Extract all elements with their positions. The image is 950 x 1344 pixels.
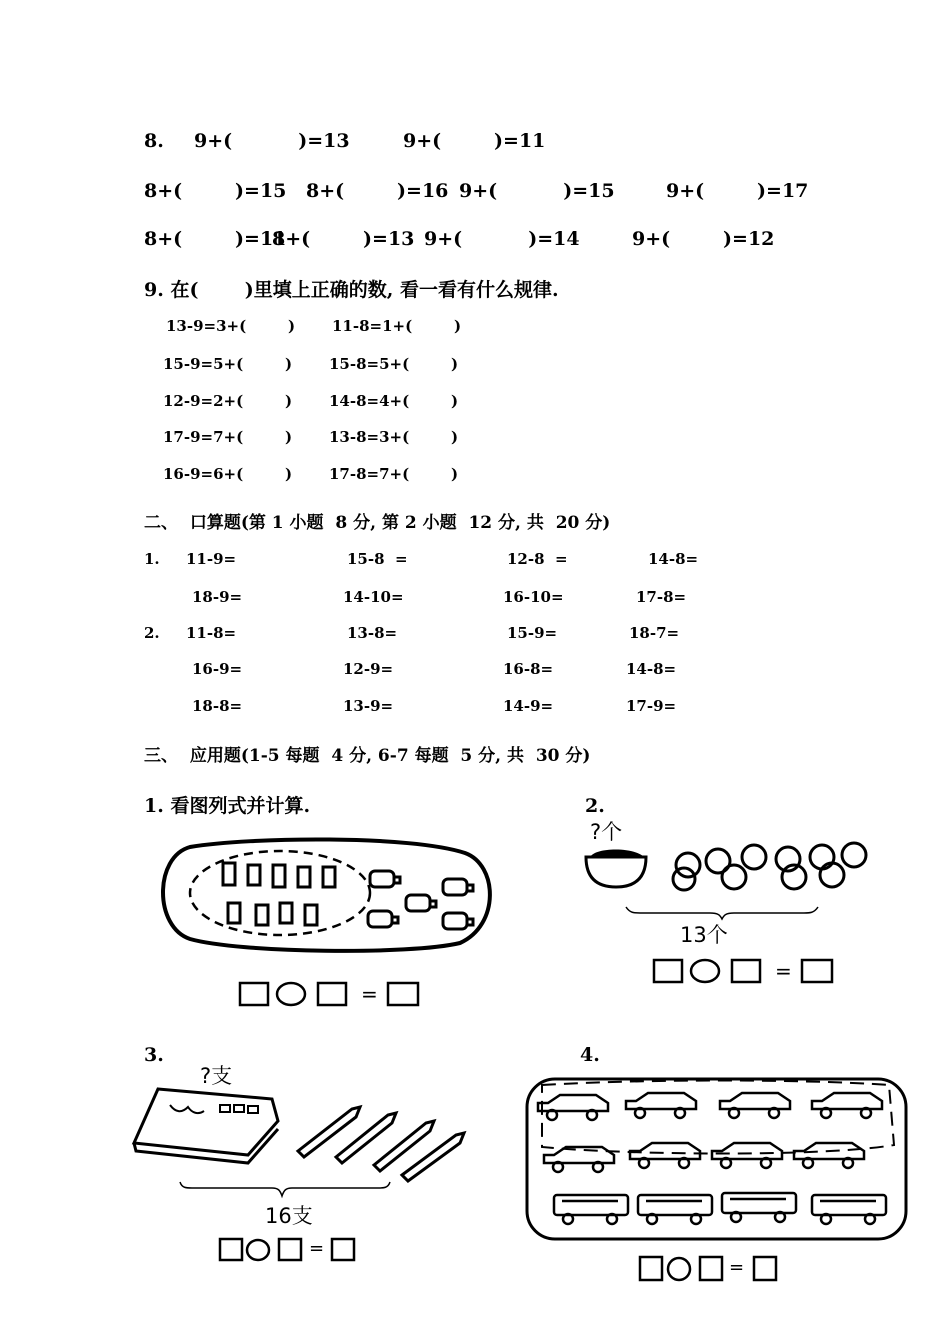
vehicles-illustration	[524, 1075, 909, 1245]
sec2-p1-r1-c1: 11-9=	[186, 550, 237, 568]
p4-equals: =	[729, 1257, 745, 1278]
q8-row3-item4: 9+( )=12	[632, 228, 775, 250]
sec2-p2-r3-c1: 18-8=	[192, 697, 243, 715]
q8-row3-item3: 9+( )=14	[424, 228, 580, 250]
q8-row3-item1: 8+( )=11	[144, 228, 287, 250]
sec2-p2-r2-c4: 14-8=	[626, 660, 677, 678]
q9-right-3: 14-8=4+( )	[329, 392, 459, 410]
p3-equals: =	[309, 1238, 325, 1259]
section2-title: 二、 口算题(第 1 小题 8 分, 第 2 小题 12 分, 共 20 分)	[144, 513, 611, 533]
p3-answer-boxes[interactable]	[218, 1236, 358, 1264]
q9-right-1: 11-8=1+( )	[332, 317, 462, 335]
sec2-p2-r2-c3: 16-8=	[503, 660, 554, 678]
sec2-p2-r1-c2: 13-8=	[347, 624, 398, 642]
sec2-p1-r2-c1: 18-9=	[192, 588, 243, 606]
q9-left-2: 15-9=5+( )	[163, 355, 293, 373]
q9-title: 9. 在( )里填上正确的数, 看一看有什么规律.	[144, 279, 559, 301]
sec2-p2-r1-c4: 18-7=	[629, 624, 680, 642]
q8-row3-item2: 8+( )=13	[272, 228, 415, 250]
p2-total-label: 13个	[680, 923, 728, 947]
p1-equals: =	[361, 982, 378, 1006]
sec3-p3-label: 3.	[144, 1044, 164, 1066]
sec2-p2-r1-c3: 15-9=	[507, 624, 558, 642]
sec2-p1-r2-c4: 17-8=	[636, 588, 687, 606]
p2-answer-boxes[interactable]	[652, 957, 837, 985]
q9-left-3: 12-9=2+( )	[163, 392, 293, 410]
p2-unknown-label: ?个	[590, 820, 623, 844]
p3-total-label: 16支	[265, 1204, 313, 1228]
q8-label: 8.	[144, 130, 164, 152]
sec3-p1-title: 1. 看图列式并计算.	[144, 795, 311, 817]
q9-right-4: 13-8=3+( )	[329, 428, 459, 446]
q8-row1-item1: 9+( )=13	[194, 130, 350, 152]
p4-answer-boxes[interactable]	[638, 1254, 780, 1284]
sec2-p2-r2-c2: 12-9=	[343, 660, 394, 678]
sec2-p1-r2-c3: 16-10=	[503, 588, 564, 606]
sec2-p1-r1-c2: 15-8 =	[347, 550, 408, 568]
sec2-p1-r2-c2: 14-10=	[343, 588, 404, 606]
sec2-p2-r3-c3: 14-9=	[503, 697, 554, 715]
section3-title: 三、 应用题(1-5 每题 4 分, 6-7 每题 5 分, 共 30 分)	[144, 746, 591, 766]
pencils-illustration	[130, 1085, 470, 1195]
sec2-p2-r3-c2: 13-9=	[343, 697, 394, 715]
sec3-p4-label: 4.	[580, 1044, 600, 1066]
q9-right-5: 17-8=7+( )	[329, 465, 459, 483]
q8-row2-item1: 8+( )=15	[144, 180, 287, 202]
sec2-p1-r1-c4: 14-8=	[648, 550, 699, 568]
q8-row2-item3: 9+( )=15	[459, 180, 615, 202]
q8-row2-item4: 9+( )=17	[666, 180, 809, 202]
p2-equals: =	[775, 959, 792, 983]
sec2-p2-label: 2.	[144, 624, 160, 642]
q9-left-4: 17-9=7+( )	[163, 428, 293, 446]
sec2-p1-r1-c3: 12-8 =	[507, 550, 568, 568]
q8-row2-item2: 8+( )=16	[306, 180, 449, 202]
p1-answer-boxes[interactable]	[238, 980, 423, 1008]
sec2-p2-r2-c1: 16-9=	[192, 660, 243, 678]
fruits-illustration	[582, 845, 887, 920]
sec2-p2-r1-c1: 11-8=	[186, 624, 237, 642]
q9-left-1: 13-9=3+( )	[166, 317, 296, 335]
sec2-p1-label: 1.	[144, 550, 160, 568]
sec2-p2-r3-c4: 17-9=	[626, 697, 677, 715]
p3-brace	[178, 1180, 393, 1200]
q8-row1-item2: 9+( )=11	[403, 130, 546, 152]
sec3-p2-label: 2.	[585, 795, 605, 817]
q9-right-2: 15-8=5+( )	[329, 355, 459, 373]
cups-illustration	[160, 835, 500, 955]
q9-left-5: 16-9=6+( )	[163, 465, 293, 483]
p3-unknown-label: ?支	[200, 1064, 233, 1088]
